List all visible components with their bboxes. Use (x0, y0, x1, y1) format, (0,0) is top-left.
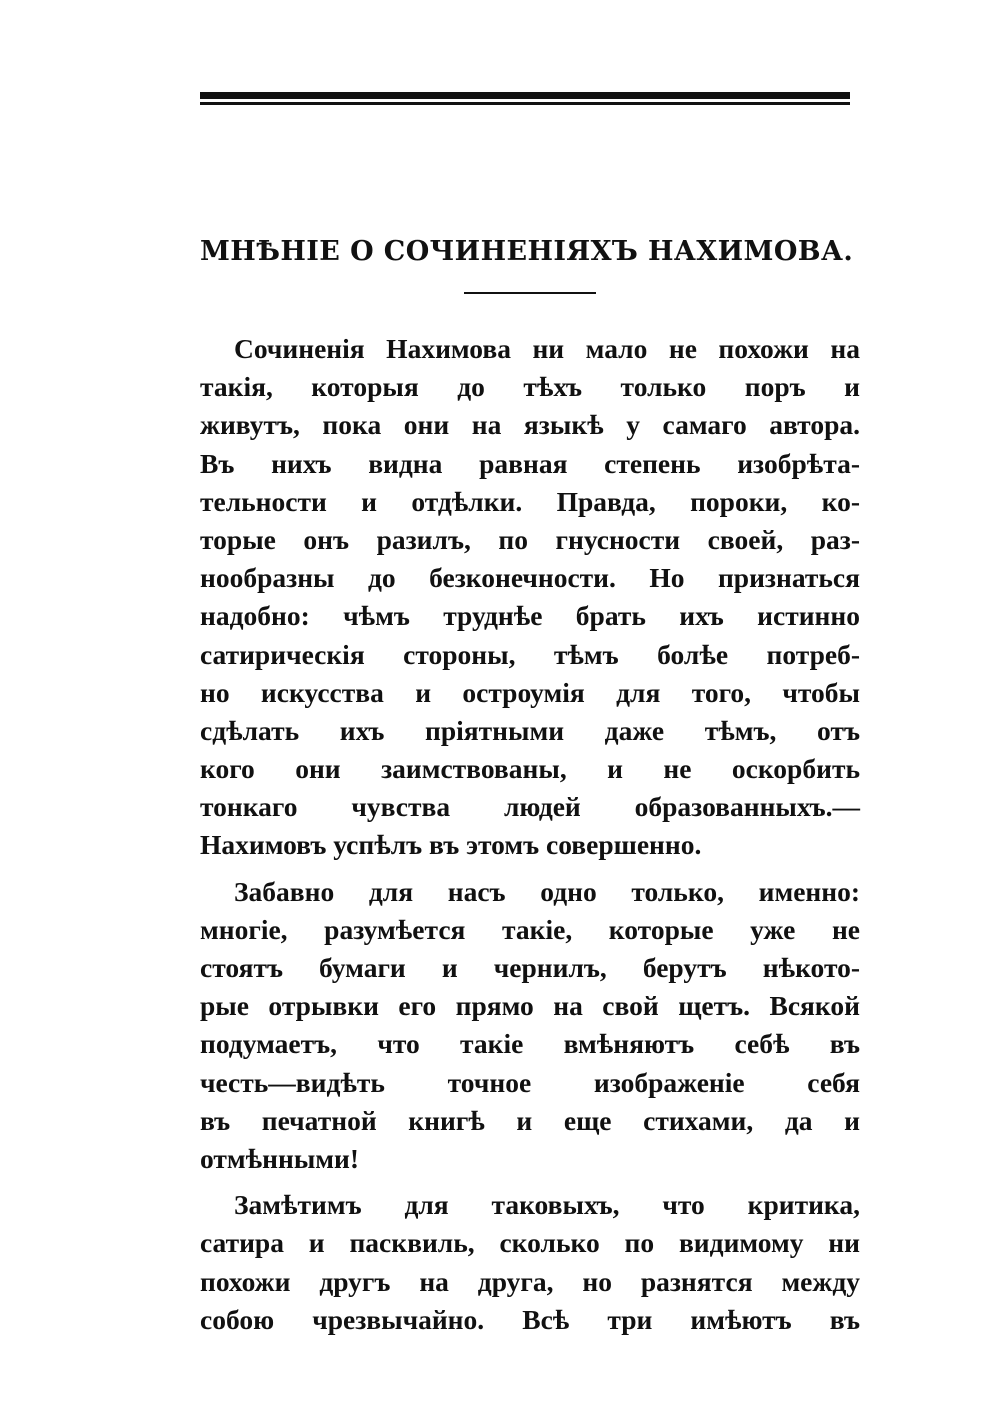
text-line: Замѣтимъ для таковыхъ, что критика, (234, 1189, 860, 1221)
text-line: въ печатной книгѣ и еще стихами, да и (200, 1104, 860, 1136)
top-rule-thin (200, 102, 850, 105)
text-line: живутъ, пока они на языкѣ у самаго автора. (200, 409, 860, 441)
text-line: Сочиненія Нахимова ни мало не похожи на (234, 333, 860, 364)
text-line: но искусства и остроумія для того, чтобы (200, 676, 860, 708)
text-line: Забавно для насъ одно только, именно: (234, 875, 860, 907)
text-line: похожи другъ на друга, но разнятся между (200, 1265, 860, 1297)
text-line: подумаетъ, что такіе вмѣняютъ себѣ въ (200, 1028, 860, 1060)
text-line: стоятъ бумаги и чернилъ, берутъ нѣкото- (200, 952, 860, 983)
text-line: сатирическія стороны, тѣмъ болѣе потреб- (200, 638, 860, 670)
text-line: сдѣлать ихъ пріятными даже тѣмъ, отъ (200, 714, 860, 746)
body-text (200, 330, 860, 1339)
top-rule-thick (200, 92, 850, 99)
page-title: МНѢНІЕ О СОЧИНЕНІЯХЪ НАХИМОВА. (200, 236, 854, 267)
text-line: честь—видѣть точное изображеніе себя (200, 1066, 860, 1098)
text-line: рые отрывки его прямо на свой щетъ. Всякой (200, 990, 860, 1022)
text-line: тонкаго чувства людей образованныхъ.— (200, 791, 860, 823)
text-line: нообразны до безконечности. Но признаться (200, 562, 860, 594)
title-underline (464, 292, 596, 294)
text-line: кого они заимствованы, и не оскорбить (200, 753, 860, 785)
top-double-rule (200, 92, 850, 106)
text-line: отмѣнными! (200, 1142, 360, 1174)
text-line: торые онъ разилъ, по гнусности своей, раз- (200, 523, 860, 555)
text-line: многіе, разумѣется такіе, которые уже не (200, 913, 860, 945)
text-line: надобно: чѣмъ труднѣе брать ихъ истинно (200, 600, 860, 632)
text-line: тельности и отдѣлки. Правда, пороки, ко- (200, 485, 860, 517)
text-line: собою чрезвычайно. Всѣ три имѣютъ въ (200, 1303, 860, 1335)
text-line: такія, которыя до тѣхъ только поръ и (200, 371, 860, 403)
text-line: Нахимовъ успѣлъ въ этомъ совершенно. (200, 829, 702, 861)
text-line: Въ нихъ видна равная степень изобрѣта- (200, 447, 860, 479)
text-line: сатира и пасквиль, сколько по видимому ни (200, 1227, 860, 1259)
